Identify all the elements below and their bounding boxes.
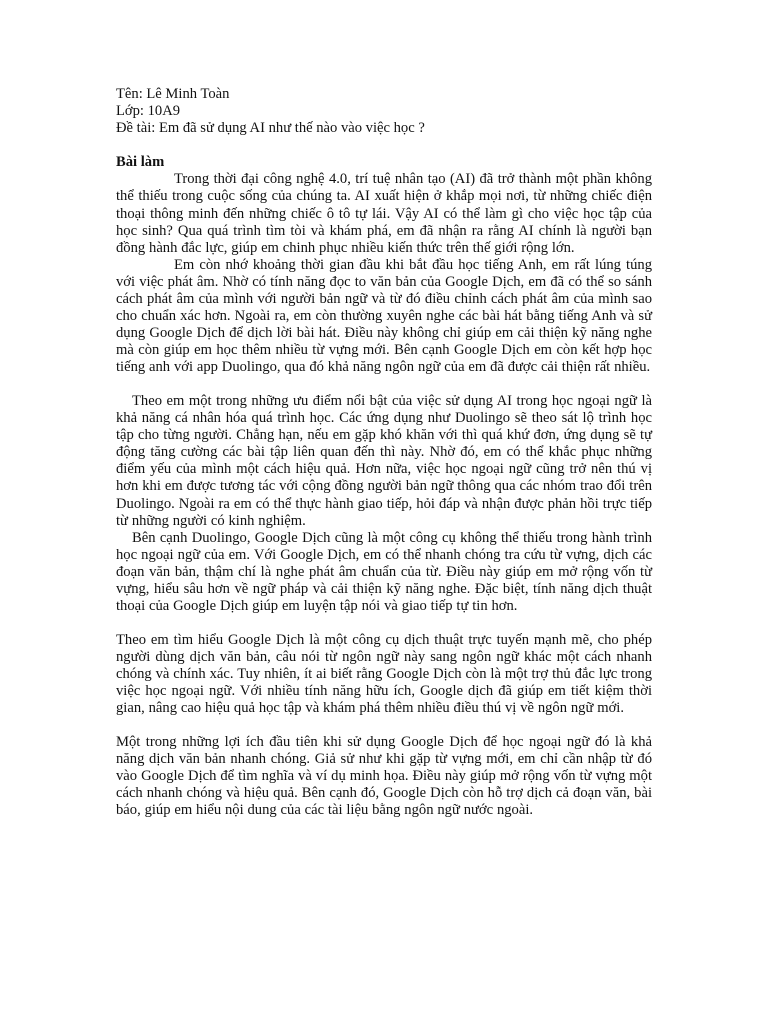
essay-topic: Đề tài: Em đã sử dụng AI như thế nào vào việc học ? bbox=[116, 120, 425, 137]
paragraph-translate-overview: Theo em tìm hiểu Google Dịch là một công cụ dịch thuật trực tuyến mạnh mẽ, cho phép người dùng dịch văn bản, câu nói từ ngôn ngữ này sang ngôn ngữ khác một cách nhanh chóng và chính xác. Tuy nhiên, ít ai biết rằng Google Dịch còn là một trợ thủ đắc lực trong việc học ngoại ngữ. Với nhiều tính năng hữu ích, Google dịch đã giúp em tiết kiệm thời gian, nâng cao hiệu quả học tập và khám phá thêm nhiều điều thú vị về ngôn ngữ mới. bbox=[116, 631, 652, 717]
paragraph-intro: Trong thời đại công nghệ 4.0, trí tuệ nhân tạo (AI) đã trở thành một phần không thể thiếu trong cuộc sống của chúng ta. AI xuất hiện ở khắp mọi nơi, từ những chiếc điện thoại thông minh đến những chiếc ô tô tự lái. Vậy AI có thể làm gì cho việc học tập của học sinh? Qua quá trình tìm tòi và khám phá, em đã nhận ra rằng AI chính là người bạn đồng hành đắc lực, giúp em chinh phục nhiều kiến thức trên thế giới rộng lớn. bbox=[116, 171, 652, 256]
blank-line bbox=[116, 717, 652, 734]
blank-line bbox=[116, 377, 652, 394]
blank-line bbox=[116, 615, 652, 632]
student-name: Tên: Lê Minh Toàn bbox=[116, 86, 230, 102]
document-body bbox=[116, 86, 652, 819]
paragraph-personalization: Theo em một trong những ưu điểm nổi bật của việc sử dụng AI trong học ngoại ngữ là khả năng cá nhân hóa quá trình học. Các ứng dụng như Duolingo sẽ theo sát lộ trình học tập cho từng người. Chẳng hạn, nếu em gặp khó khăn với thì quá khứ đơn, ứng dụng sẽ tự động tăng cường các bài tập liên quan đến thì này. Nhờ đó, em có thể khắc phục những điểm yếu của mình một cách hiệu quả. Hơn nữa, việc học ngoại ngữ cũng trở nên thú vị hơn khi em được tương tác với cộng đồng người bản ngữ thông qua các nhóm trao đổi trên Duolingo. Ngoài ra em có thể thực hành giao tiếp, hỏi đáp và nhận được phản hồi trực tiếp từ những người có kinh nghiệm. bbox=[116, 393, 652, 529]
paragraph-google-translate: Bên cạnh Duolingo, Google Dịch cũng là một công cụ không thể thiếu trong hành trình học ngoại ngữ của em. Với Google Dịch, em có thể nhanh chóng tra cứu từ vựng, dịch các đoạn văn bản, thậm chí là nghe phát âm chuẩn của từ. Điều này giúp em mở rộng vốn từ vựng, hiểu sâu hơn về ngữ pháp và cải thiện kỹ năng nghe. Đặc biệt, tính năng dịch thuật thoại của Google Dịch giúp em luyện tập nói và giao tiếp tự tin hơn. bbox=[116, 529, 652, 615]
student-class: Lớp: 10A9 bbox=[116, 103, 181, 120]
blank-line bbox=[116, 137, 652, 154]
paragraph-pronunciation: Em còn nhớ khoảng thời gian đầu khi bắt đầu học tiếng Anh, em rất lúng túng với việc phát âm. Nhờ có tính năng đọc to văn bản của Google Dịch, em đã có thể so sánh cách phát âm của mình với người bản ngữ và từ đó điều chỉnh cách phát âm của mình sao cho chuẩn xác hơn. Ngoài ra, em còn thường xuyên nghe các bài hát bằng tiếng Anh và sử dụng Google Dịch để dịch lời bài hát. Điều này không chỉ giúp em cải thiện kỹ năng nghe mà còn giúp em học thêm nhiều từ vựng mới. Bên cạnh Google Dịch em còn kết hợp học tiếng anh với app Duolingo, qua đó khả năng ngôn ngữ của em đã được cải thiện rất nhiều. bbox=[116, 256, 652, 376]
essay-title: Bài làm bbox=[116, 154, 165, 171]
paragraph-translate-benefits: Một trong những lợi ích đầu tiên khi sử dụng Google Dịch để học ngoại ngữ đó là khả năng dịch văn bản nhanh chóng. Giả sử như khi gặp từ vựng mới, em chỉ cần nhập từ đó vào Google Dịch để tìm nghĩa và ví dụ minh họa. Điều này giúp mở rộng vốn từ vựng một cách nhanh chóng và hiệu quả. Bên cạnh đó, Google Dịch còn hỗ trợ dịch cả đoạn văn, bài báo, giúp em hiểu nội dung của các tài liệu bằng ngôn ngữ nước ngoài. bbox=[116, 733, 652, 819]
